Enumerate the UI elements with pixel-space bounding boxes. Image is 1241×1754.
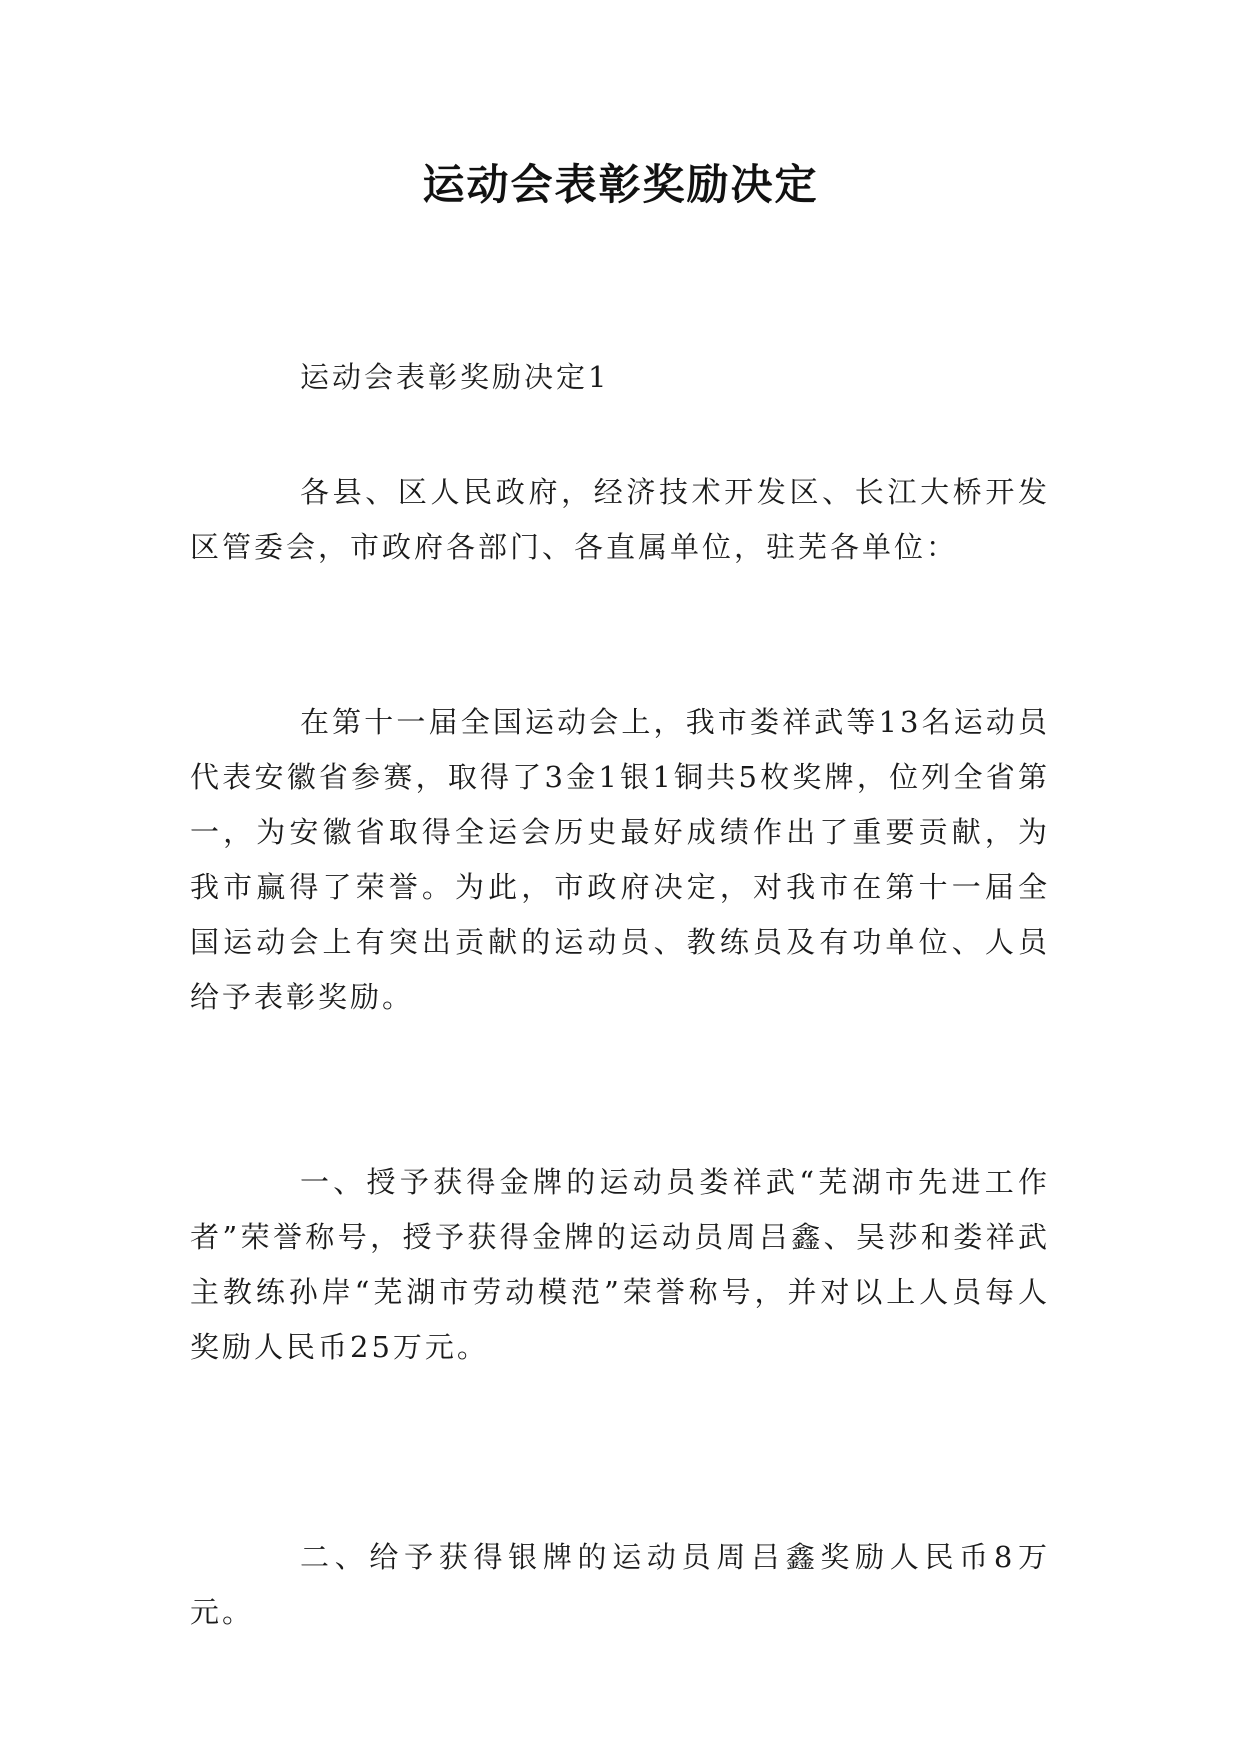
addressee-paragraph: 各县、区人民政府，经济技术开发区、长江大桥开发区管委会，市政府各部门、各直属单位，驻芜各单位： <box>190 475 1050 564</box>
document-title: 运动会表彰奖励决定 <box>422 160 819 209</box>
body-paragraph-gold-award: 一、授予获得金牌的运动员娄祥武“芜湖市先进工作者”荣誉称号，授予获得金牌的运动员周吕鑫、吴莎和娄祥武主教练孙岸“芜湖市劳动模范”荣誉称号，并对以上人员每人奖励人民币25万元。 <box>190 1165 1050 1364</box>
body-paragraph-intro: 在第十一届全国运动会上，我市娄祥武等13名运动员代表安徽省参赛，取得了3金1银1铜共5枚奖牌，位列全省第一，为安徽省取得全运会历史最好成绩作出了重要贡献，为我市赢得了荣誉。为此，市政府决定，对我市在第十一届全国运动会上有突出贡献的运动员、教练员及有功单位、人员给予表彰奖励。 <box>190 705 1050 1014</box>
document-subtitle: 运动会表彰奖励决定1 <box>300 360 610 394</box>
body-paragraph-silver-award: 二、给予获得银牌的运动员周吕鑫奖励人民币8万元。 <box>190 1540 1050 1629</box>
